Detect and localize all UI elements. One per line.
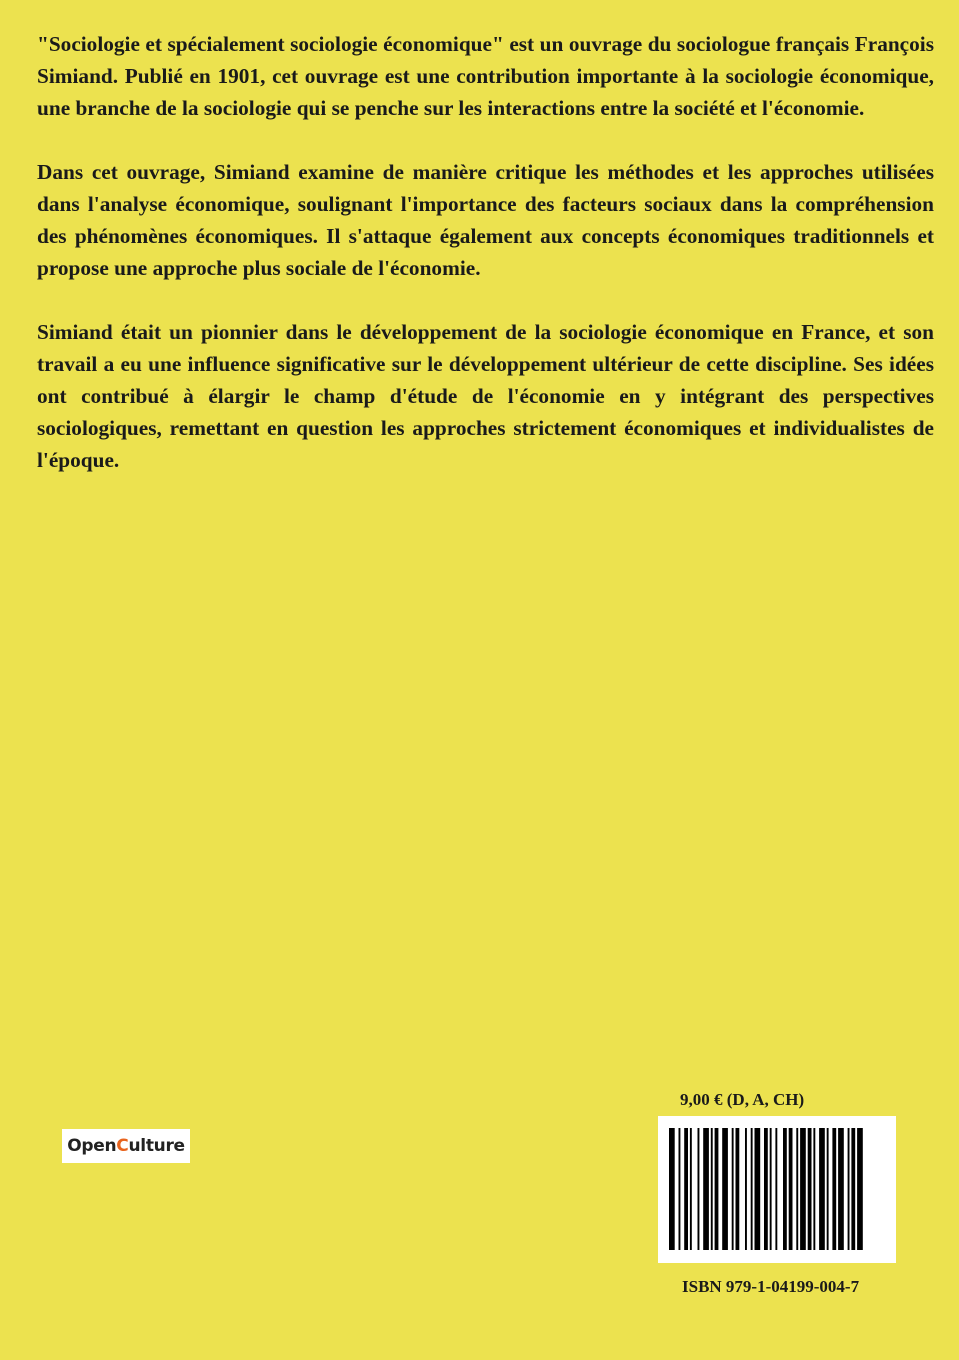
barcode-bar	[783, 1128, 787, 1250]
barcode-bar	[789, 1128, 793, 1250]
barcode-bar	[838, 1128, 844, 1250]
publisher-logo	[62, 1129, 190, 1163]
barcode-bar	[848, 1128, 850, 1250]
back-cover-description	[37, 28, 934, 508]
barcode-bar	[732, 1128, 734, 1250]
barcode-bar	[819, 1128, 825, 1250]
logo-text-open: Open	[67, 1136, 117, 1156]
barcode-bar	[711, 1128, 713, 1250]
barcode-bar	[813, 1128, 815, 1250]
description-paragraph-2: Dans cet ouvrage, Simiand examine de manière critique les méthodes et les approches utilisées dans l'analyse économique, soulignant l'importance des facteurs sociaux dans la compréhension des phénomènes économiques. Il s'attaque également aux concepts économiques traditionnels et propose une approche plus sociale de l'économie.	[37, 160, 934, 280]
description-paragraph-1: "Sociologie et spécialement sociologie économique" est un ouvrage du sociologue français François Simiand. Publié en 1901, cet ouvrage est une contribution importante à la sociologie économique, une branche de la sociologie qui se penche sur les interactions entre la société et l'économie.	[37, 32, 934, 120]
barcode-bar	[800, 1128, 806, 1250]
barcode-bar	[755, 1128, 761, 1250]
barcode-bar	[851, 1128, 855, 1250]
barcode-bar	[751, 1128, 753, 1250]
barcode-bar	[796, 1128, 798, 1250]
logo-text-ulture: ulture	[128, 1136, 185, 1156]
barcode	[658, 1116, 896, 1263]
barcode-bar	[698, 1128, 700, 1250]
barcode-bar	[770, 1128, 772, 1250]
barcode-bar	[679, 1128, 681, 1250]
barcode-bar	[669, 1128, 675, 1250]
barcode-bar	[808, 1128, 812, 1250]
barcode-bar	[690, 1128, 692, 1250]
barcode-bar	[764, 1128, 768, 1250]
isbn-label: ISBN 979-1-04199-004-7	[682, 1277, 860, 1296]
barcode-bar	[736, 1128, 740, 1250]
barcode-bar	[703, 1128, 709, 1250]
barcode-bar	[857, 1128, 863, 1250]
price-label: 9,00 € (D, A, CH)	[680, 1090, 805, 1109]
barcode-bars	[669, 1128, 885, 1250]
barcode-bar	[827, 1128, 829, 1250]
barcode-bar	[684, 1128, 688, 1250]
barcode-bar	[775, 1128, 777, 1250]
barcode-bar	[745, 1128, 747, 1250]
logo-ring-letter: C	[116, 1136, 129, 1156]
description-paragraph-3: Simiand était un pionnier dans le développement de la sociologie économique en France, et son travail a eu une influence significative sur le développement ultérieur de cette discipline. Ses idées ont contribué à élargir le champ d'étude de l'économie en y intégrant des perspectives sociologiques, remettant en question les approches strictement économiques et individualistes de l'époque.	[37, 320, 934, 472]
barcode-bar	[832, 1128, 836, 1250]
barcode-bar	[715, 1128, 719, 1250]
barcode-bar	[722, 1128, 728, 1250]
